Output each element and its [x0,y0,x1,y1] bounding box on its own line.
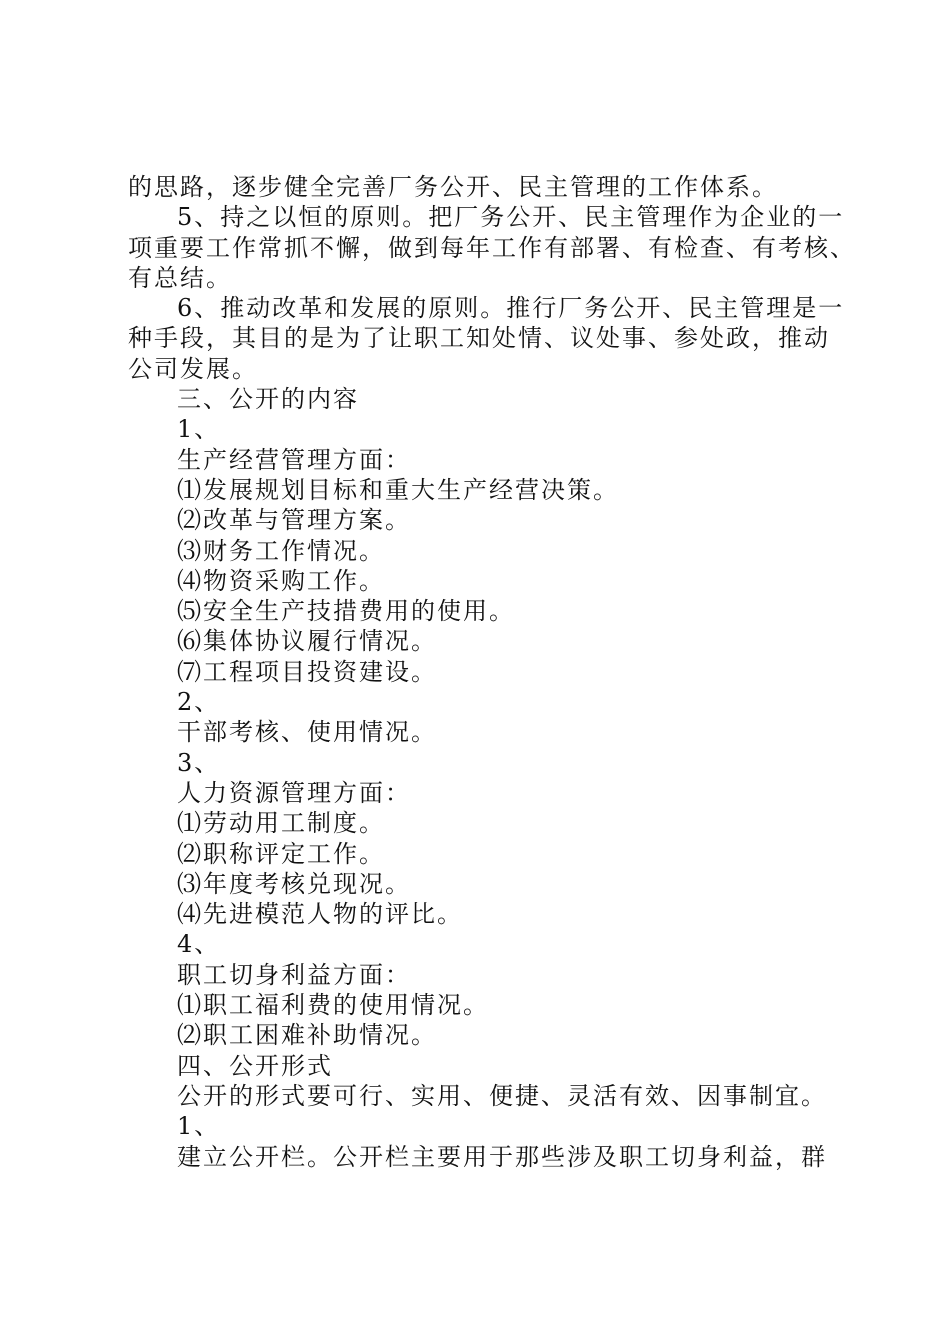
item-number: 1、 [177,1112,221,1141]
list-item: ⑶财务工作情况。 [177,536,385,565]
list-item: ⑴发展规划目标和重大生产经营决策。 [177,475,619,504]
item-heading: 职工切身利益方面： [177,960,411,989]
item-number: 3、 [177,748,221,777]
list-item: ⑶年度考核兑现况。 [177,869,411,898]
list-item: ⑵改革与管理方案。 [177,506,411,535]
list-item: ⑷先进模范人物的评比。 [177,900,463,929]
item-heading: 人力资源管理方面： [177,778,411,807]
document-body [128,172,856,1172]
list-item: ⑺工程项目投资建设。 [177,657,437,686]
item-number: 1、 [177,415,221,444]
item-number: 2、 [177,688,221,717]
section-heading: 三、公开的内容 [177,385,359,414]
text-line: 6、推动改革和发展的原则。推行厂务公开、民主管理是一 [177,294,845,323]
item-number: 4、 [177,930,221,959]
list-item: ⑷物资采购工作。 [177,566,385,595]
list-item: ⑹集体协议履行情况。 [177,627,437,656]
list-item: ⑸安全生产技措费用的使用。 [177,597,515,626]
text-line: 建立公开栏。公开栏主要用于那些涉及职工切身利益，群 [177,1142,827,1171]
text-line: 5、持之以恒的原则。把厂务公开、民主管理作为企业的一 [177,203,845,232]
text-line: 的思路，逐步健全完善厂务公开、民主管理的工作体系。 [128,173,778,201]
list-item: ⑵职工困难补助情况。 [177,1021,437,1050]
text-line: 种手段，其目的是为了让职工知处情、议处事、参处政，推动 [128,324,830,353]
item-heading: 生产经营管理方面： [177,445,411,474]
section-heading: 四、公开形式 [177,1051,333,1080]
list-item: ⑴职工福利费的使用情况。 [177,991,489,1020]
list-item: ⑵职称评定工作。 [177,839,385,868]
text-line: 有总结。 [128,263,232,292]
text-line: 公开的形式要可行、实用、便捷、灵活有效、因事制宜。 [177,1081,827,1110]
item-heading: 干部考核、使用情况。 [177,718,437,747]
text-line: 项重要工作常抓不懈，做到每年工作有部署、有检查、有考核、 [128,233,856,262]
list-item: ⑴劳动用工制度。 [177,809,385,838]
text-line: 公司发展。 [128,354,258,383]
